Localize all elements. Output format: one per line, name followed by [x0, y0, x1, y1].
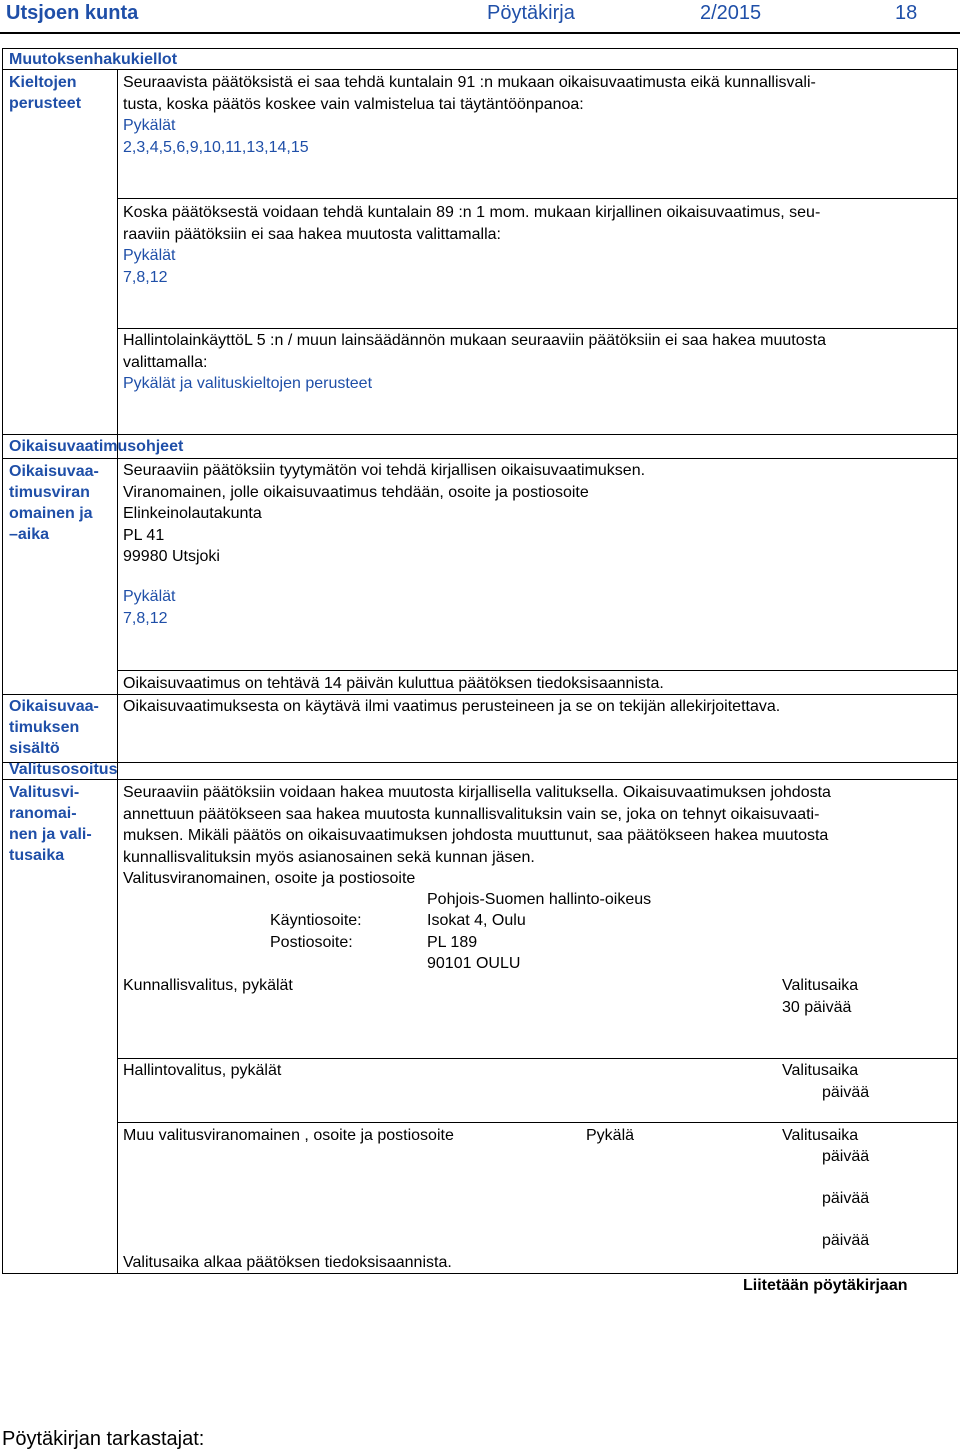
muu-time-2: päivää	[822, 1190, 870, 1207]
attachment-note: Liitetään pöytäkirjaan	[743, 1277, 908, 1294]
muu-time-label: Valitusaika	[782, 1127, 859, 1144]
row-rule	[117, 198, 958, 199]
label-kieltojen-perusteet: Kieltojen perusteet	[9, 74, 82, 112]
complaint-paragraph: Seuraaviin päätöksiin voidaan hakea muutosta kirjallisella valituksella. Oikaisuvaatimuksen johdosta annettuun päätökseen saa hakea muutosta kunnallisvalituksin vain se, joka on tehnyt oikaisuvaati- muksen. Mikäli päätös on oikaisuvaatimuksen johdosta muuttunut, saa päätökseen hakea muutosta kunnallisvalituksin myös asianosainen sekä kunnan jäsen. Valitusviranomainen, osoite ja postiosoite	[123, 784, 831, 887]
document-number: 2/2015	[700, 2, 762, 24]
label-oikaisuvaatimusviranomainen: Oikaisuvaa- timusviran omainen ja –aika	[9, 463, 99, 543]
row-rule	[117, 1122, 958, 1123]
appeal-authority-block: Seuraaviin päätöksiin tyytymätön voi tehdä kirjallisen oikaisuvaatimuksen. Viranomainen, jolle oikaisuvaatimus tehdään, osoite ja postiosoite Elinkeinolautakunta PL 41 99980 Utsjoki	[123, 462, 646, 565]
section-rule	[2, 69, 958, 70]
muu-time-1: päivää	[822, 1148, 870, 1165]
section-rule	[2, 779, 958, 780]
restriction-paragraph-1: Seuraavista päätöksistä ei saa tehdä kuntalain 91 :n mukaan oikaisuvaatimusta eikä kunnallisvali- tusta, koska päätös koskee vain valmistelua tai täytäntöönpanoa: Pykälät 2,3,4,5,6,9,10,11,13,14,15	[123, 74, 816, 156]
complaint-start-note: Valitusaika alkaa päätöksen tiedoksisaannista.	[123, 1254, 452, 1271]
minutes-reviewers: Pöytäkirjan tarkastajat:	[2, 1428, 205, 1450]
page-number: 18	[895, 2, 918, 24]
restriction-paragraph-2: Koska päätöksestä voidaan tehdä kuntalain 89 :n 1 mom. mukaan kirjallinen oikaisuvaatimus, seu- raaviin päätöksiin ei saa hakea muutosta valittamalla: Pykälät 7,8,12	[123, 204, 821, 286]
kunnallisvalitus-time: Valitusaika 30 päivää	[782, 977, 859, 1016]
column-divider	[117, 70, 118, 1274]
row-rule	[117, 670, 958, 671]
label-oikaisuvaatimuksen-sisalto: Oikaisuvaa- timuksen sisältö	[9, 698, 99, 757]
muu-time-3: päivää	[822, 1232, 870, 1249]
section-title-oikaisuvaatimusohjeet: Oikaisuvaatimusohjeet	[9, 438, 184, 455]
muu-pykala: Pykälä	[586, 1127, 635, 1144]
document-type: Pöytäkirja	[487, 2, 575, 24]
section-title-muutoksenhakukiellot: Muutoksenhakukiellot	[9, 51, 178, 68]
section-rule	[2, 762, 958, 763]
kunnallisvalitus-label: Kunnallisvalitus, pykälät	[123, 977, 293, 994]
header-rule	[0, 32, 960, 34]
frame-top	[2, 48, 958, 49]
hallintovalitus-label: Hallintovalitus, pykälät	[123, 1062, 282, 1079]
visit-address-value: Isokat 4, Oulu	[427, 912, 526, 929]
section-rule	[2, 458, 958, 459]
hallintovalitus-time: Valitusaika päivää	[782, 1062, 870, 1101]
frame-left	[2, 48, 3, 1274]
appeal-content: Oikaisuvaatimuksesta on käytävä ilmi vaatimus perusteineen ja se on tekijän allekirjoitettava.	[123, 698, 781, 715]
row-rule	[117, 328, 958, 329]
municipality-title: Utsjoen kunta	[6, 2, 139, 24]
post-code: 90101 OULU	[427, 955, 521, 972]
frame-right	[957, 48, 958, 1274]
appeal-deadline: Oikaisuvaatimus on tehtävä 14 päivän kuluttua päätöksen tiedoksisaannista.	[123, 675, 664, 692]
label-valitusviranomainen: Valitusvi- ranomai- nen ja vali- tusaika	[9, 784, 92, 864]
post-address-value: PL 189	[427, 934, 478, 951]
court-name: Pohjois-Suomen hallinto-oikeus	[427, 891, 652, 908]
post-address-label: Postiosoite:	[270, 934, 353, 951]
section-rule	[2, 434, 958, 435]
appeal-pykalat: Pykälät 7,8,12	[123, 588, 176, 627]
restriction-paragraph-3: HallintolainkäyttöL 5 :n / muun lainsäädännön mukaan seuraaviin päätöksiin ei saa hakea muutosta valittamalla: Pykälät ja valituskieltojen perusteet	[123, 332, 826, 392]
row-rule	[117, 1058, 958, 1059]
muu-valitusviranomainen-label: Muu valitusviranomainen , osoite ja postiosoite	[123, 1127, 454, 1144]
section-title-valitusosoitus: Valitusosoitus	[9, 761, 118, 778]
visit-address-label: Käyntiosoite:	[270, 912, 362, 929]
